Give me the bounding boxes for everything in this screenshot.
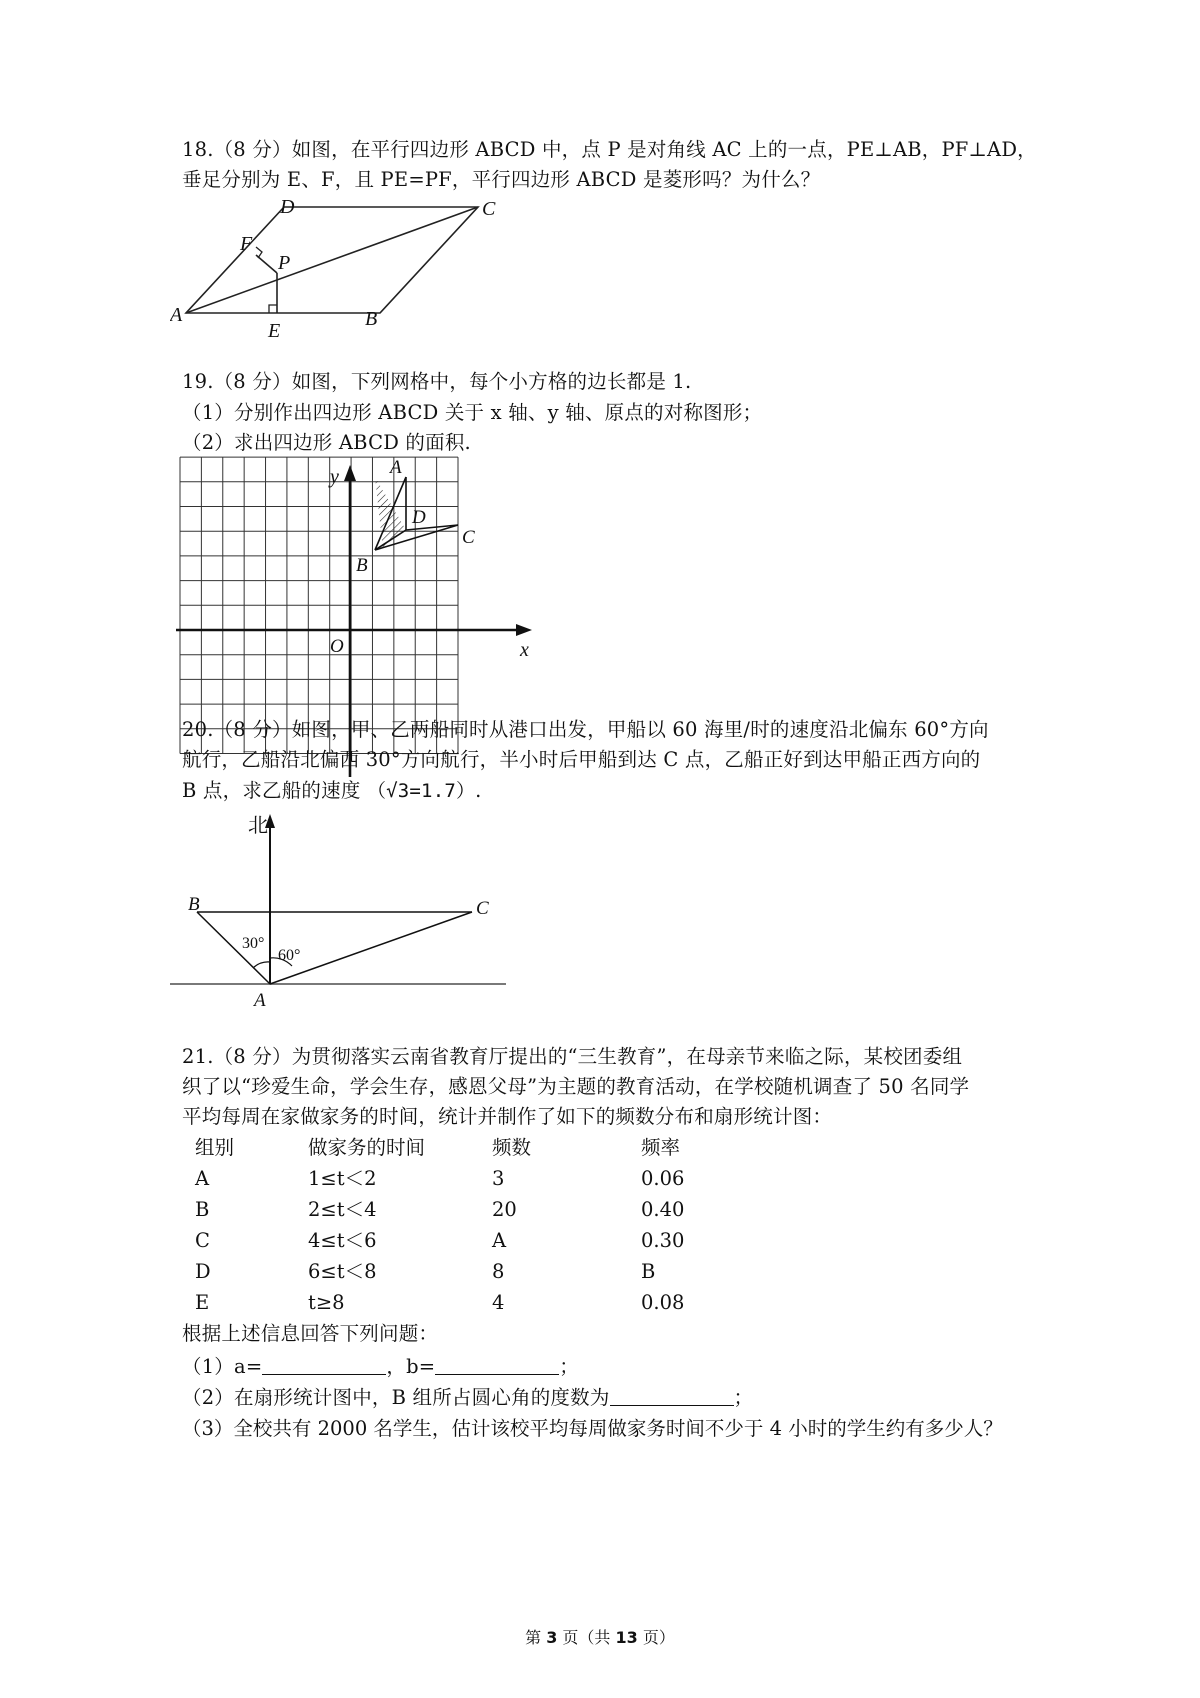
- label-o: O: [330, 636, 344, 657]
- table-cell: C: [195, 1229, 210, 1252]
- diagonal-ac: [186, 207, 478, 313]
- answer-blank-angle[interactable]: [610, 1385, 734, 1406]
- label-y: y: [330, 466, 339, 488]
- q20-line-1: 20.（8 分）如图，甲、乙两船同时从港口出发，甲船以 60 海里/时的速度沿北偏东 60°方向: [182, 718, 989, 741]
- table-cell: t≥8: [308, 1291, 345, 1314]
- table-cell: B: [195, 1198, 210, 1221]
- arc-30: [253, 962, 270, 968]
- q21-line-3: 平均每周在家做家务的时间，统计并制作了如下的频数分布和扇形统计图：: [182, 1105, 833, 1128]
- table-cell: 0.08: [641, 1291, 685, 1314]
- table-header-time: 做家务的时间: [308, 1136, 426, 1159]
- q20-ship-figure: [170, 808, 520, 1028]
- q20-line-3-end: .: [475, 779, 482, 802]
- q21-part-3: （3）全校共有 2000 名学生，估计该校平均每周做家务时间不少于 4 小时的学生约有多少人？: [182, 1417, 1003, 1440]
- q20-line-3-text: B 点，求乙船的速度: [182, 779, 361, 802]
- table-cell: 4≤t＜6: [308, 1229, 377, 1252]
- table-cell: 8: [492, 1260, 505, 1283]
- page-footer: [0, 1626, 1200, 1650]
- table-cell: E: [195, 1291, 210, 1314]
- table-cell: 0.30: [641, 1229, 685, 1252]
- label-d: D: [280, 196, 295, 218]
- label-f: F: [240, 233, 253, 255]
- table-cell: A: [195, 1167, 210, 1190]
- y-axis-arrow: [344, 465, 356, 481]
- table-cell: 1≤t＜2: [308, 1167, 377, 1190]
- label-c: C: [462, 527, 475, 548]
- label-x: x: [520, 639, 529, 661]
- q21-part-2-text: （2）在扇形统计图中，B 组所占圆心角的度数为: [182, 1386, 610, 1409]
- answer-blank-b[interactable]: [435, 1354, 559, 1375]
- table-cell: 3: [492, 1167, 505, 1190]
- table-cell: 2≤t＜4: [308, 1198, 377, 1221]
- page-number: 3: [546, 1628, 558, 1647]
- table-cell: B: [641, 1260, 656, 1283]
- label-d: D: [412, 507, 426, 528]
- table-cell: 20: [492, 1198, 517, 1221]
- q18-line-1: 18.（8 分）如图，在平行四边形 ABCD 中，点 P 是对角线 AC 上的一点，PE⊥AB，PF⊥AD，: [182, 138, 1037, 161]
- q21-after-table: 根据上述信息回答下列问题：: [182, 1322, 439, 1345]
- sqrt3-formula: （√3=1.7）: [366, 780, 476, 802]
- table-cell: D: [195, 1260, 211, 1283]
- grid-lines: [180, 457, 458, 753]
- table-cell: A: [492, 1229, 507, 1252]
- label-e: E: [268, 320, 281, 342]
- q21-line-2: 织了以“珍爱生命，学会生存，感恩父母”为主题的教育活动，在学校随机调查了 50 名同学: [182, 1075, 970, 1098]
- label-b: B: [188, 894, 200, 915]
- table-header-group: 组别: [195, 1136, 235, 1159]
- footer-pre: 第: [525, 1628, 547, 1647]
- q21-part-1: [182, 1352, 579, 1382]
- q20-line-3: [182, 776, 482, 806]
- q21-part-2-end: ；: [733, 1386, 754, 1409]
- label-a: A: [254, 990, 266, 1011]
- label-b: B: [356, 555, 368, 576]
- q18-parallelogram-figure: [170, 195, 540, 375]
- label-p: P: [278, 252, 291, 274]
- table-header-frequency: 频数: [492, 1136, 532, 1159]
- answer-blank-a[interactable]: [262, 1354, 386, 1375]
- label-60-degrees: 60°: [278, 947, 301, 964]
- q21-part-1-a-label: （1）a=: [182, 1355, 263, 1378]
- total-pages: 13: [615, 1628, 638, 1647]
- q21-part-2: [182, 1383, 753, 1413]
- table-cell: 4: [492, 1291, 505, 1314]
- label-a: A: [390, 457, 402, 478]
- table-cell: 0.06: [641, 1167, 685, 1190]
- q19-line-3: （2）求出四边形 ABCD 的面积.: [182, 431, 471, 454]
- table-cell: 6≤t＜8: [308, 1260, 377, 1283]
- q20-line-2: 航行，乙船沿北偏西 30°方向航行，半小时后甲船到达 C 点，乙船正好到达甲船正西方向的: [182, 748, 981, 771]
- q19-line-2: （1）分别作出四边形 ABCD 关于 x 轴、y 轴、原点的对称图形；: [182, 401, 763, 424]
- segment-pf: [256, 255, 277, 273]
- label-a: A: [170, 304, 183, 326]
- footer-mid: 页（共: [557, 1628, 616, 1647]
- label-b: B: [365, 308, 378, 330]
- q21-part-1-b-label: ，b=: [386, 1355, 436, 1378]
- q21-part-1-end: ；: [559, 1355, 579, 1378]
- label-north: 北: [248, 815, 268, 837]
- table-header-rate: 频率: [641, 1136, 681, 1159]
- label-30-degrees: 30°: [242, 935, 265, 952]
- q21-line-1: 21.（8 分）为贯彻落实云南省教育厅提出的“三生教育”，在母亲节来临之际，某校团委组: [182, 1045, 963, 1068]
- footer-post: 页）: [637, 1628, 675, 1647]
- table-cell: 0.40: [641, 1198, 685, 1221]
- right-angle-e: [269, 305, 277, 313]
- label-c: C: [476, 898, 489, 919]
- x-axis-arrow: [516, 624, 532, 636]
- q18-line-2: 垂足分别为 E、F，且 PE=PF，平行四边形 ABCD 是菱形吗？为什么？: [182, 168, 821, 191]
- q19-line-1: 19.（8 分）如图，下列网格中，每个小方格的边长都是 1.: [182, 370, 692, 393]
- label-c: C: [482, 198, 496, 220]
